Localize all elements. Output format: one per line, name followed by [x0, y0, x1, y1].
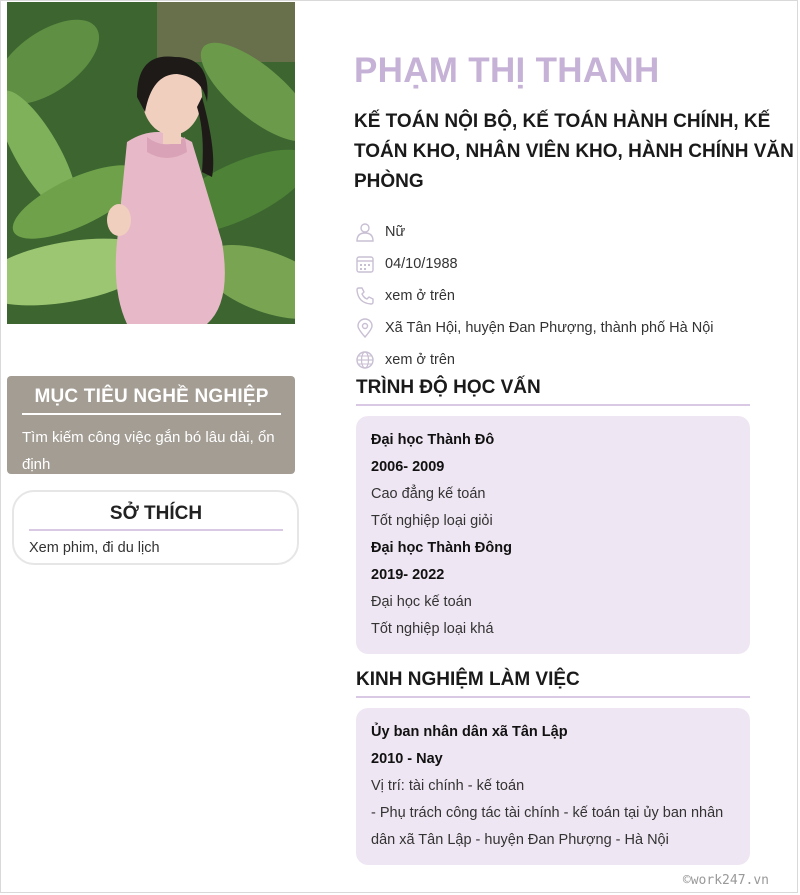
- gender-value: Nữ: [385, 224, 406, 240]
- info-website: [354, 344, 774, 376]
- career-goal-text: Tìm kiếm công việc gắn bó lâu dài, ổn định: [22, 429, 275, 473]
- desired-position: KẾ TOÁN NỘI BỘ, KẾ TOÁN HÀNH CHÍNH, KẾ TOÁN KHO, NHÂN VIÊN KHO, HÀNH CHÍNH VĂN PHÒNG: [354, 111, 794, 192]
- profile-photo: [7, 2, 295, 324]
- website-value: xem ở trên: [385, 352, 455, 368]
- address-value: Xã Tân Hội, huyện Đan Phượng, thành phố Hà Nội: [385, 320, 714, 336]
- hobbies-section: [12, 490, 299, 565]
- experience-card: [356, 708, 750, 865]
- info-gender: [354, 216, 774, 248]
- education-line: Đại học Thành Đông: [371, 540, 512, 556]
- gender-icon: [354, 221, 376, 243]
- education-line: Tốt nghiệp loại giỏi: [371, 513, 493, 529]
- candidate-name: PHẠM THỊ THANH: [354, 51, 660, 90]
- experience-line: Vị trí: tài chính - kế toán: [371, 778, 525, 794]
- personal-info-list: [354, 216, 774, 376]
- info-address: [354, 312, 774, 344]
- calendar-icon: [354, 253, 376, 275]
- career-goal-title: MỤC TIÊU NGHỀ NGHIỆP: [22, 384, 281, 415]
- education-card: [356, 416, 750, 654]
- phone-icon: [354, 285, 376, 307]
- education-line: Đại học kế toán: [371, 594, 472, 610]
- birthdate-value: 04/10/1988: [385, 256, 458, 272]
- experience-line: dân xã Tân Lập - huyện Đan Phượng - Hà Nội: [371, 832, 669, 848]
- experience-line: Ủy ban nhân dân xã Tân Lập: [371, 724, 568, 740]
- experience-line: 2010 - Nay: [371, 751, 443, 767]
- education-line: 2019- 2022: [371, 567, 445, 583]
- experience-title: KINH NGHIỆM LÀM VIỆC: [356, 669, 750, 698]
- location-icon: [354, 317, 376, 339]
- hobbies-text: Xem phim, đi du lịch: [29, 540, 160, 556]
- experience-line: - Phụ trách công tác tài chính - kế toán tại ủy ban nhân: [371, 805, 724, 821]
- education-line: Cao đẳng kế toán: [371, 486, 486, 502]
- education-line: Đại học Thành Đô: [371, 432, 495, 448]
- education-title: TRÌNH ĐỘ HỌC VẤN: [356, 377, 750, 406]
- education-line: Tốt nghiệp loại khá: [371, 621, 494, 637]
- info-birthdate: [354, 248, 774, 280]
- education-line: 2006- 2009: [371, 459, 445, 475]
- career-goal-section: [7, 376, 295, 474]
- watermark: ©work247.vn: [682, 873, 769, 888]
- phone-value: xem ở trên: [385, 288, 455, 304]
- hobbies-title: SỞ THÍCH: [29, 501, 283, 531]
- info-phone: [354, 280, 774, 312]
- globe-icon: [354, 349, 376, 371]
